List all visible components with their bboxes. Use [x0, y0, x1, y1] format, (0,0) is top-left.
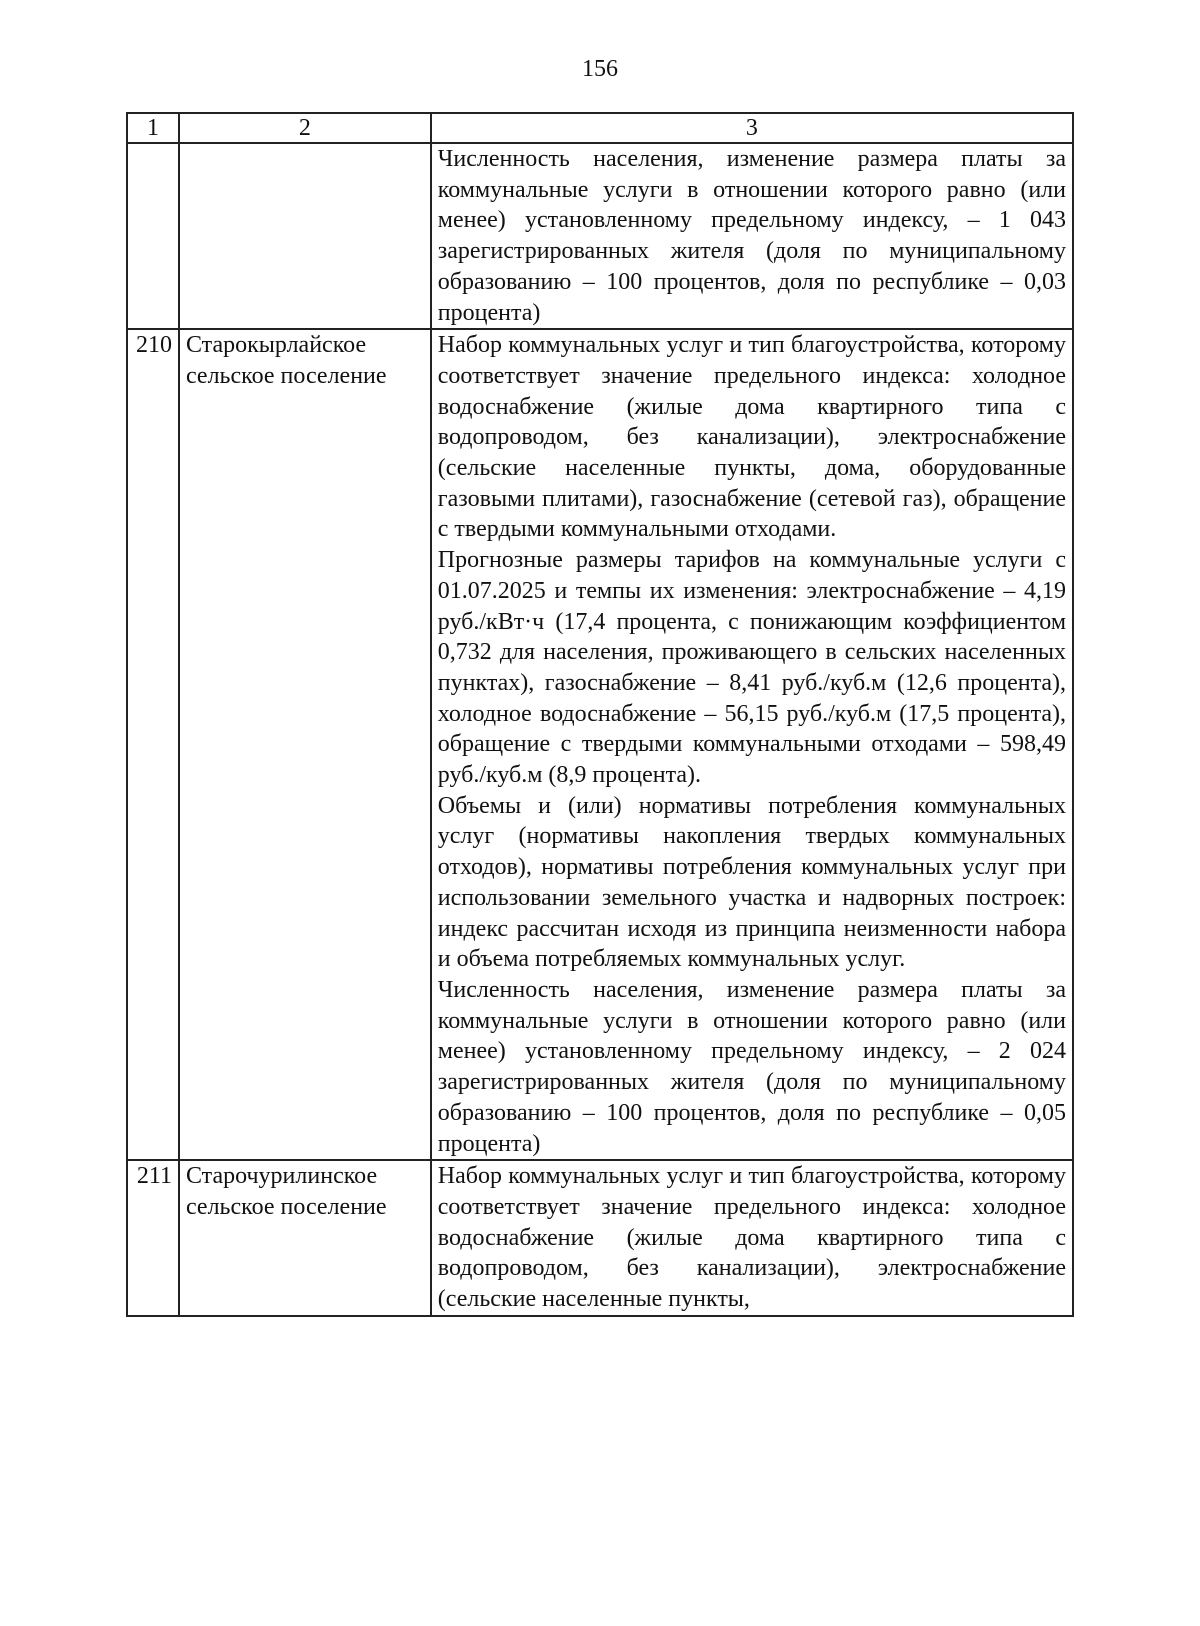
paragraph: Набор коммунальных услуг и тип благоустройства, которому соответствует значение предельного индекса: холодное водоснабжение (жилые дома квартирного типа с водопроводом, без канализации), электроснабжение (сельские населенные пункты, дома, оборудованные газовыми плитами), газоснабжение (сетевой газ), обращение с твердыми коммунальными отходами. [437, 332, 1066, 543]
row-number [127, 143, 179, 329]
row-description [431, 143, 1073, 329]
settlement-name [179, 143, 431, 329]
row-number: 211 [127, 1160, 179, 1316]
row-description [431, 329, 1073, 1160]
table-row [127, 329, 1073, 1160]
row-number: 210 [127, 329, 179, 1160]
document-table [126, 112, 1074, 1317]
header-col-1: 1 [127, 113, 179, 143]
header-col-3: 3 [431, 113, 1073, 143]
paragraph: Численность населения, изменение размера платы за коммунальные услуги в отношении которого равно (или менее) установленному предельному индексу, – 2 024 зарегистрированных жителя (доля по муниципальному образованию – 100 процентов, доля по республике – 0,05 процента) [437, 976, 1066, 1157]
paragraph: Численность населения, изменение размера платы за коммунальные услуги в отношении которого равно (или менее) установленному предельному индексу, – 1 043 зарегистрированных жителя (доля по муниципальному образованию – 100 процентов, доля по республике – 0,03 процента) [437, 146, 1066, 326]
header-col-2: 2 [179, 113, 431, 143]
table-row [127, 143, 1073, 329]
row-description [431, 1160, 1073, 1316]
settlement-name: Старокырлайское сельское поселение [179, 329, 431, 1160]
paragraph: Прогнозные размеры тарифов на коммунальные услуги с 01.07.2025 и темпы их изменения: электроснабжение – 4,19 руб./кВт·ч (17,4 процента, с понижающим коэффициентом 0,732 для населения, проживающего в сельских населенных пунктах), газоснабжение – 8,41 руб./куб.м (12,6 процента), холодное водоснабжение – 56,15 руб./куб.м (17,5 процента), обращение с твердыми коммунальными отходами – 598,49 руб./куб.м (8,9 процента). [437, 547, 1066, 789]
table-header-row [127, 113, 1073, 143]
paragraph: Объемы и (или) нормативы потребления коммунальных услуг (нормативы накопления твердых коммунальных отходов), нормативы потребления коммунальных услуг при использовании земельного участка и надворных построек: индекс рассчитан исходя из принципа неизменности набора и объема потребляемых коммунальных услуг. [437, 792, 1066, 973]
settlement-name: Старочурилинское сельское поселение [179, 1160, 431, 1316]
page-number: 156 [582, 56, 618, 82]
table-row [127, 1160, 1073, 1316]
paragraph: Набор коммунальных услуг и тип благоустройства, которому соответствует значение предельного индекса: холодное водоснабжение (жилые дома квартирного типа с водопроводом, без канализации), электроснабжение (сельские населенные пункты, [437, 1163, 1066, 1313]
